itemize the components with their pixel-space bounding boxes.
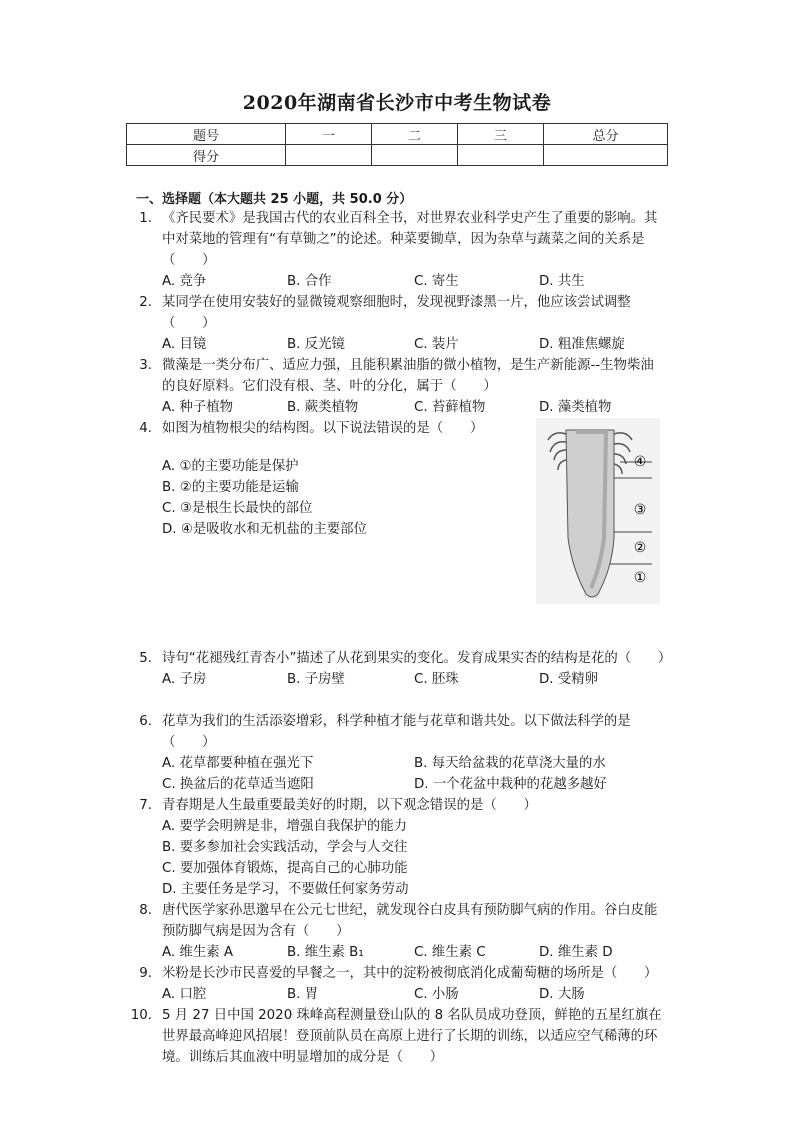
option-c[interactable]: C. 换盆后的花草适当遮阳 xyxy=(162,777,314,792)
question-3 xyxy=(126,355,666,418)
score-header-cell: 总分 xyxy=(544,124,668,145)
root-tip-diagram xyxy=(536,418,660,604)
question-stem: 青春期是人生最重要最美好的时期，以下观念错误的是（ ） xyxy=(162,798,537,813)
option-c[interactable]: C. 维生素 C xyxy=(414,945,486,960)
question-stem: 某同学在使用安装好的显微镜观察细胞时，发现视野漆黑一片，他应该尝试调整（ ） xyxy=(162,295,631,331)
question-10 xyxy=(126,1005,666,1068)
option-a[interactable]: A. ①的主要功能是保护 xyxy=(162,459,299,474)
option-b[interactable]: B. 子房壁 xyxy=(287,672,345,687)
question-number: 5. xyxy=(139,651,152,666)
score-table-header-row xyxy=(127,124,668,145)
option-a[interactable]: A. 花草都要种植在强光下 xyxy=(162,756,314,771)
question-number: 7. xyxy=(139,798,152,813)
score-row-label: 得分 xyxy=(127,145,286,166)
question-6 xyxy=(126,711,666,795)
option-d[interactable]: D. 共生 xyxy=(539,274,585,289)
option-a[interactable]: A. 维生素 A xyxy=(162,945,234,960)
option-b[interactable]: B. 蕨类植物 xyxy=(287,400,359,415)
question-1 xyxy=(126,208,666,292)
question-5 xyxy=(126,648,672,690)
score-cell[interactable] xyxy=(286,145,372,166)
option-c[interactable]: C. 寄生 xyxy=(414,274,459,289)
options-column xyxy=(162,456,506,540)
options-row xyxy=(162,753,666,774)
options-row xyxy=(162,942,666,963)
section-title: 一、选择题（本大题共 25 小题，共 50.0 分） xyxy=(136,192,413,207)
options-row xyxy=(162,669,666,690)
option-b[interactable]: B. 要多参加社会实践活动，学会与人交往 xyxy=(162,840,408,855)
score-header-cell: 一 xyxy=(286,124,372,145)
option-d[interactable]: D. 主要任务是学习，不要做任何家务劳动 xyxy=(162,882,409,897)
option-c[interactable]: C. 苔藓植物 xyxy=(414,400,486,415)
options-row xyxy=(162,984,666,1005)
option-d[interactable]: D. 藻类植物 xyxy=(539,400,612,415)
label-2: ② xyxy=(633,540,647,556)
score-table xyxy=(126,123,668,166)
option-a[interactable]: A. 子房 xyxy=(162,672,207,687)
question-number: 9. xyxy=(139,966,152,981)
label-1: ① xyxy=(633,570,647,586)
score-cell[interactable] xyxy=(544,145,668,166)
question-number: 2. xyxy=(139,295,152,310)
score-cell[interactable] xyxy=(458,145,544,166)
option-d[interactable]: D. 一个花盆中栽种的花越多越好 xyxy=(414,777,607,792)
question-number: 4. xyxy=(139,421,152,436)
question-2 xyxy=(126,292,666,355)
label-4: ④ xyxy=(633,454,647,470)
option-c[interactable]: C. ③是根生长最快的部位 xyxy=(162,501,313,516)
score-header-cell: 题号 xyxy=(127,124,286,145)
option-b[interactable]: B. 合作 xyxy=(287,274,332,289)
question-stem: 米粉是长沙市民喜爱的早餐之一，其中的淀粉被彻底消化成葡萄糖的场所是（ ） xyxy=(162,966,658,981)
options-row xyxy=(162,397,666,418)
option-a[interactable]: A. 种子植物 xyxy=(162,400,233,415)
question-4 xyxy=(126,418,506,540)
option-a[interactable]: A. 要学会明辨是非，增强自我保护的能力 xyxy=(162,819,408,834)
score-table-score-row xyxy=(127,145,668,166)
option-c[interactable]: C. 胚珠 xyxy=(414,672,459,687)
score-header-cell: 三 xyxy=(458,124,544,145)
score-cell[interactable] xyxy=(372,145,458,166)
option-b[interactable]: B. ②的主要功能是运输 xyxy=(162,480,299,495)
option-b[interactable]: B. 反光镜 xyxy=(287,337,345,352)
option-c[interactable]: C. 要加强体育锻炼，提高自己的心肺功能 xyxy=(162,861,408,876)
option-d[interactable]: D. 粗准焦螺旋 xyxy=(539,337,625,352)
option-b[interactable]: B. 胃 xyxy=(287,987,319,1002)
options-row xyxy=(162,774,666,795)
option-d[interactable]: D. 维生素 D xyxy=(539,945,613,960)
options-column xyxy=(162,816,666,900)
option-a[interactable]: A. 目镜 xyxy=(162,337,207,352)
option-d[interactable]: D. 大肠 xyxy=(539,987,585,1002)
question-number: 3. xyxy=(139,358,152,373)
question-stem: 5 月 27 日中国 2020 珠峰高程测量登山队的 8 名队员成功登顶，鲜艳的五星红旗在世界最高峰迎风招展！登顶前队员在高原上进行了长期的训练，以适应空气稀薄的环境。训练后其血液中明显增加的成分是（ ） xyxy=(162,1008,662,1065)
score-header-cell: 二 xyxy=(372,124,458,145)
question-9 xyxy=(126,963,666,1005)
option-d[interactable]: D. ④是吸收水和无机盐的主要部位 xyxy=(162,522,367,537)
question-number: 6. xyxy=(139,714,152,729)
option-c[interactable]: C. 小肠 xyxy=(414,987,459,1002)
question-7 xyxy=(126,795,666,900)
option-c[interactable]: C. 装片 xyxy=(414,337,459,352)
question-stem: 花草为我们的生活添姿增彩，科学种植才能与花草和谐共处。以下做法科学的是（ ） xyxy=(162,714,631,750)
question-number: 8. xyxy=(139,903,152,918)
options-row xyxy=(162,334,666,355)
label-3: ③ xyxy=(633,502,647,518)
option-a[interactable]: A. 口腔 xyxy=(162,987,207,1002)
root-tip-figure xyxy=(536,418,660,604)
option-a[interactable]: A. 竞争 xyxy=(162,274,207,289)
option-b[interactable]: B. 维生素 B₁ xyxy=(287,945,364,960)
question-number: 10. xyxy=(130,1008,152,1023)
question-stem: 唐代医学家孙思邈早在公元七世纪，就发现谷白皮具有预防脚气病的作用。谷白皮能预防脚气病是因为含有（ ） xyxy=(162,903,658,939)
question-stem: 微藻是一类分布广、适应力强，且能积累油脂的微小植物，是生产新能源--生物柴油的良好原料。它们没有根、茎、叶的分化，属于（ ） xyxy=(162,358,654,394)
question-stem: 《齐民要术》是我国古代的农业百科全书，对世界农业科学史产生了重要的影响。其中对菜地的管理有“有草锄之”的论述。种菜要锄草，因为杂草与蔬菜之间的关系是（ ） xyxy=(162,211,658,268)
option-b[interactable]: B. 每天给盆栽的花草浇大量的水 xyxy=(414,756,606,771)
question-8 xyxy=(126,900,666,963)
question-stem: 诗句“花褪残红青杏小”描述了从花到果实的变化。发育成果实杏的结构是花的（ ） xyxy=(162,651,672,666)
question-stem: 如图为植物根尖的结构图。以下说法错误的是（ ） xyxy=(162,421,484,436)
question-number: 1. xyxy=(139,211,152,226)
page-title: 2020年湖南省长沙市中考生物试卷 xyxy=(242,92,552,114)
options-row xyxy=(162,271,666,292)
option-d[interactable]: D. 受精卵 xyxy=(539,672,598,687)
